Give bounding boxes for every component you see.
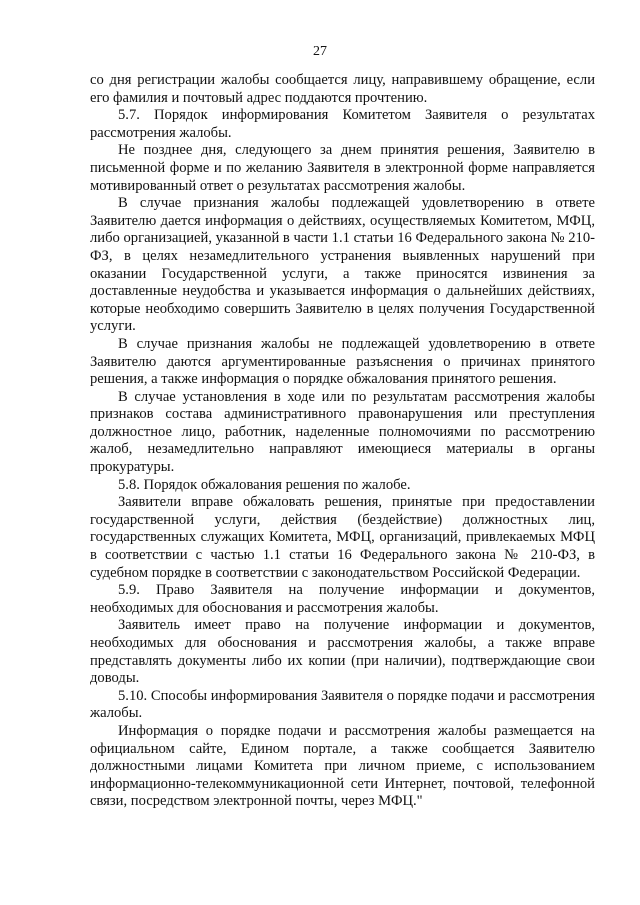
paragraph: 5.8. Порядок обжалования решения по жалобе. xyxy=(118,476,411,493)
paragraph: 5.10. Способы информирования Заявителя о порядке подачи и рассмотрения жалобы. xyxy=(90,687,595,722)
paragraph: со дня регистрации жалобы сообщается лицу, направившему обращение, если его фамилия и почтовый адрес поддаются прочтению. xyxy=(90,72,595,106)
paragraph: Заявители вправе обжаловать решения, принятые при предоставлении государственной услуги, действия (бездействие) должностных лиц, государственных служащих Комитета, МФЦ, организаций, привлекаемых МФЦ в соответствии с частью 1.1 статьи 16 Федерального закона № 210-ФЗ, в судебном порядке в соответствии с законодательством Российской Федерации. xyxy=(90,494,595,581)
paragraph: Информация о порядке подачи и рассмотрения жалобы размещается на официальном сайте, Едином портале, а также сообщается Заявителю должностными лицами Комитета при личном приеме, с использованием информационно-телекоммуникационной сети Интернет, почтовой, телефонной связи, посредством электронной почты, через МФЦ." xyxy=(90,722,595,810)
paragraph: В случае установления в ходе или по результатам рассмотрения жалобы признаков состава административного правонарушения или преступления должностное лицо, работник, наделенные полномочиями по рассмотрению жалоб, незамедлительно направляют имеющиеся материалы в органы прокуратуры. xyxy=(90,388,595,476)
paragraph: Не позднее дня, следующего за днем принятия решения, Заявителю в письменной форме и по желанию Заявителя в электронной форме направляется мотивированный ответ о результатах рассмотрения жалобы. xyxy=(90,142,595,194)
paragraph: В случае признания жалобы подлежащей удовлетворению в ответе Заявителю дается информация о действиях, осуществляемых Комитетом, МФЦ, либо организацией, указанной в части 1.1 статьи 16 Федерального закона № 210-ФЗ, в целях незамедлительного устранения выявленных нарушений при оказании Государственной услуги, а также приносятся извинения за доставленные неудобства и указывается информация о дальнейших действиях, которые необходимо совершить Заявителю в целях получения Государственной услуги. xyxy=(90,195,595,335)
page-number: 27 xyxy=(313,44,327,59)
paragraph: В случае признания жалобы не подлежащей удовлетворению в ответе Заявителю даются аргументированные разъяснения о причинах принятого решения, а также информация о порядке обжалования принятого решения. xyxy=(90,335,595,388)
paragraph: 5.7. Порядок информирования Комитетом Заявителя о результатах рассмотрения жалобы. xyxy=(90,107,595,141)
paragraph: Заявитель имеет право на получение информации и документов, необходимых для обоснования и рассмотрения жалобы, а также вправе представлять документы либо их копии (при наличии), подтверждающие свои доводы. xyxy=(90,617,595,687)
paragraph: 5.9. Право Заявителя на получение информации и документов, необходимых для обоснования и рассмотрения жалобы. xyxy=(90,582,595,616)
body-text xyxy=(90,72,595,811)
